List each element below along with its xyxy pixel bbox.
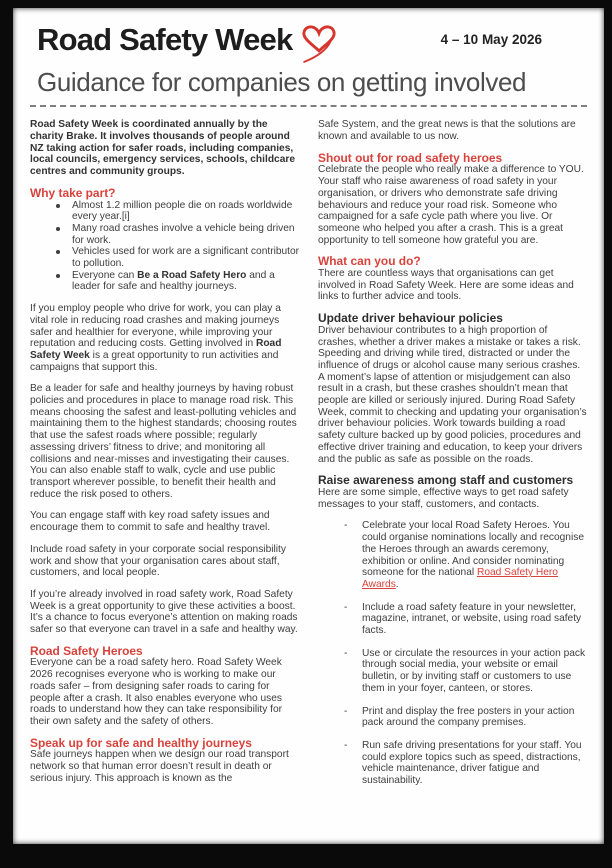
paragraph-heroes: Everyone can be a road safety hero. Road Safety Week 2026 recognises everyone who is working to make our roads safer – from designing safer roads to caring for people after a crash. It also enables everyone who uses roads to understand how they can take responsibility for their own safety and the safety of others. (30, 657, 283, 727)
heading-speak-up: Speak up for safe and healthy journeys (30, 735, 252, 750)
page-title: Road Safety Week (37, 22, 293, 57)
paragraph-update-policies: Driver behaviour contributes to a high proportion of crashes, whether a driver makes a mistake or takes a risk. Speeding and driving while tired, distracted or under the influence of drugs or alcohol cause many serious crashes. A moment’s lapse of attention or misjudgement can also result in a crash, but these crashes shouldn’t mean that people are killed or seriously injured. During Road Safety Week, commit to checking and updating your organisation’s driver behaviour policies. Work towards building a road safety culture backed up by good policies, procedures and effective driver training and education, to keep your drivers and the public as safe as possible on the roads. (318, 324, 587, 465)
heart-ribbon-icon (294, 20, 344, 66)
left-column (30, 119, 300, 797)
list-item (342, 520, 588, 590)
paragraph-text: is a great opportunity to run activities and campaigns that support this. (30, 349, 279, 373)
paragraph-employ (30, 303, 300, 373)
list-item: - Include a road safety feature in your newsletter, magazine, intranet, or website, using road safety facts. (342, 602, 588, 637)
paragraph-text-bold: Road Safety Week (30, 338, 282, 361)
list-item: - Print and display the free posters in your action pack around the company premises. (342, 706, 588, 729)
paragraph-leader: Be a leader for safe and healthy journeys by having robust policies and procedures in place to manage road risk. This means choosing the safest and least-polluting vehicles and maintaining them to the highest standards; choosing routes that use the safest roads where possible; regularly assessing drivers’ fitness to drive; and monitoring all collisions and near-misses and investigating their causes. You can also enable staff to walk, cycle and use public transport wherever possible, to benefit their health and reduce the risk posed to others. (30, 383, 297, 500)
list-item: Vehicles used for work are a significant contributor to pollution. (54, 246, 300, 269)
heading-update-policies: Update driver behaviour policies (318, 311, 503, 326)
heading-shout-out: Shout out for road safety heroes (318, 150, 503, 165)
event-date: 4 – 10 May 2026 (440, 32, 542, 47)
paragraph-engage: You can engage staff with key road safety issues and encourage them to commit to safe and healthy travel. (30, 510, 271, 534)
paragraph-what-can-you-do: There are countless ways that organisations can get involved in Road Safety Week. Here are some ideas and links to further advice and tools. (318, 268, 574, 303)
list-item: Almost 1.2 million people die on roads worldwide every year.[i] (54, 200, 300, 223)
bullet-text-bold: Be a Road Safety Hero (137, 269, 247, 281)
paragraph-speak-up: Safe journeys happen when we design our road transport network so that human error doesn’t result in death or serious injury. This approach is known as the (30, 749, 289, 784)
list-item-text: . (395, 578, 399, 590)
right-column (318, 119, 588, 797)
why-take-part-list (30, 200, 300, 294)
bullet-text: and a leader for safe and healthy journeys. (72, 269, 275, 293)
paragraph-text: If you employ people who drive for work, you can play a vital role in reducing road crashes and making journeys safer and healthier for everyone, while improving your reputation and reducing costs. Getting involved in (30, 303, 281, 350)
heading-why-take-part: Why take part? (30, 185, 116, 200)
heading-road-safety-heroes: Road Safety Heroes (30, 643, 143, 658)
paragraph-csr: Include road safety in your corporate social responsibility work and show that your organisation cares about staff, customers, and local people. (30, 543, 286, 579)
bullet-text: Everyone can (72, 269, 138, 281)
ideas-list (318, 520, 588, 786)
list-item (54, 270, 300, 293)
page-subtitle: Guidance for companies on getting involved (37, 67, 527, 97)
two-column-body (13, 107, 604, 797)
heading-what-can-you-do: What can you do? (318, 254, 421, 269)
paragraph-raise-awareness: Here are some simple, effective ways to get road safety messages to your staff, customers, and contacts. (318, 486, 569, 510)
document-header (13, 8, 604, 96)
intro-paragraph: Road Safety Week is coordinated annually by the charity Brake. It involves thousands of people around NZ taking action for safer roads, including companies, local councils, emergency services, schools, childcare centres and community groups. (30, 119, 296, 178)
paragraph-safe-system: Safe System, and the great news is that the solutions are known and available to us now. (318, 119, 576, 142)
list-item: - Run safe driving presentations for your staff. You could explore topics such as speed, distractions, vehicle maintenance, driver fatigue and sustainability. (342, 740, 588, 787)
paragraph-shout-out: Celebrate the people who really make a difference to YOU. Your staff who raise awareness of road safety in your organisation, or drivers who demonstrate safe driving behaviours and reduce your road risk. Someone who campaigned for a safe cycle path where you live. Or someone who helped you after a crash. This is a great opportunity to tell someone how grateful you are. (318, 164, 584, 246)
paragraph-already-involved: If you’re already involved in road safety work, Road Safety Week is a great opportunity to give these activities a boost. It’s a chance to focus everyone’s attention on making roads safer so that everyone can travel in a safe and healthy way. (30, 588, 298, 636)
document-page (13, 8, 604, 844)
heading-raise-awareness: Raise awareness among staff and customers (318, 473, 574, 488)
road-safety-hero-awards-link[interactable]: Road Safety Hero Awards (362, 567, 558, 590)
list-item: Many road crashes involve a vehicle being driven for work. (54, 223, 300, 246)
list-item-text: Celebrate your local Road Safety Heroes. You could organise nominations locally and recognise the Heroes through an awards ceremony, exhibition or online. And consider nominating someone for the national (362, 520, 584, 579)
list-item: - Use or circulate the resources in your action pack through social media, your website or email bulletin, or by inviting staff or customers to use them in your foyer, canteen, or stores. (342, 648, 588, 695)
